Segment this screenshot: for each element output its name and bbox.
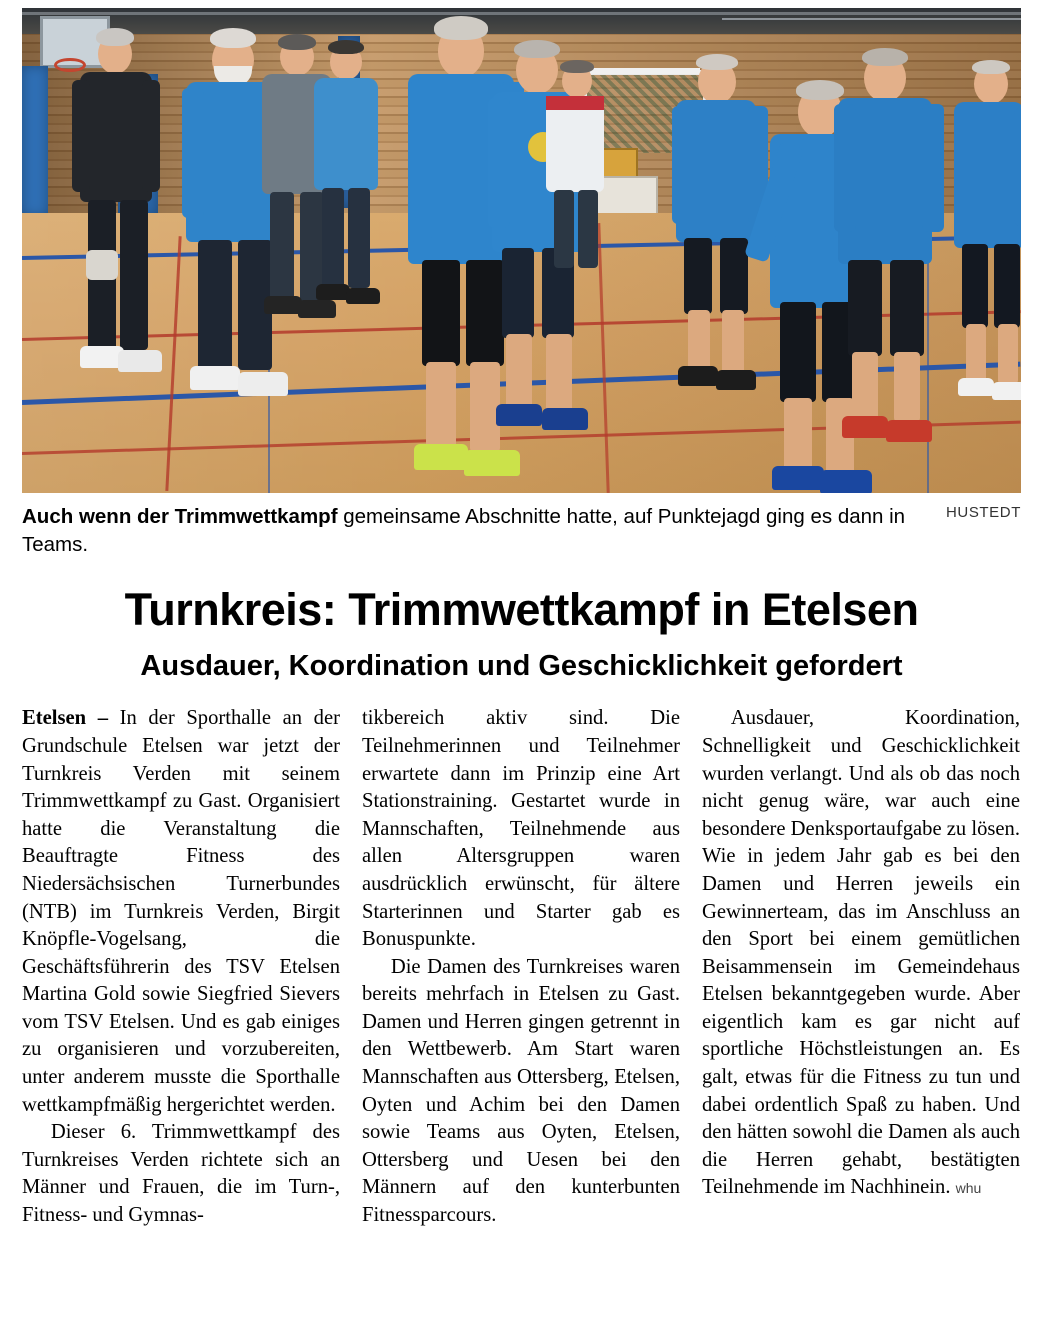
- author-sign: whu: [955, 1180, 982, 1197]
- dateline: Etelsen –: [22, 707, 120, 730]
- ceiling-truss-2: [722, 18, 1021, 20]
- paragraph-text: In der Sporthalle an der Grundschule Etelsen war jetzt der Turnkreis Verden mit seinem Trimmwettkampf zu Gast. Organisiert hatte die Veranstaltung die Beauftragte Fitness des Niedersächsischen Turnerbundes (NTB) im Turnkreis Verden, Birgit Knöpfle-Vogelsang, die Geschäftsführerin des TSV Etelsen Martina Gold sowie Siegfried Sievers vom TSV Etelsen. Und es gab einiges zu organisieren und vorzubereiten, unter anderem musste die Sporthalle wettkampfmäßig hergerichtet werden.: [22, 707, 340, 1116]
- paragraph: Die Damen des Turnkreises waren bereits mehrfach in Etelsen zu Gast. Damen und Herren gingen getrennt in den Wettbewerb. Am Start waren Mannschaften aus Ottersberg, Etelsen, Oyten und Achim bei den Damen sowie Teams aus Oyten, Etelsen, Ottersberg und Uesen bei den Männern auf den kunterbunten Fitnessparcours.: [362, 955, 680, 1227]
- article-photo: [22, 8, 1021, 493]
- article-headline: Turnkreis: Trimmwettkampf in Etelsen: [124, 584, 919, 636]
- person: [542, 60, 612, 290]
- paragraph-text: Ausdauer, Koordination, Schnelligkeit und Geschicklichkeit wurden verlangt. Und als ob das noch nicht genug wäre, war auch eine besondere Denksportaufgabe zu lösen. Wie in jedem Jahr gab es bei den Damen und Herren jeweils ein Gewinnerteam, das im Anschluss an den Sport bei einem gemütlichen Beisammensein im Gemeindehaus Etelsen bekanntgegeben wurde. Aber eigentlich kam es gar nicht auf sportliche Höchstleistungen an. Es galt, etwas für die Fitness zu tun und dabei ordentlich Spaß zu haben. Und den hätten sowohl die Damen als auch die Herren gehabt, bestätigten Teilnehmende im Nachhinein.: [702, 707, 1020, 1199]
- paragraph: Dieser 6. Trimmwettkampf des Turnkreises Verden richtete sich an Männer und Frauen, die im Turn-, Fitness- und Gymnas-: [22, 1121, 340, 1227]
- body-column-3: [702, 705, 1020, 1229]
- article-body: [22, 705, 1021, 1229]
- newspaper-page: [0, 8, 1043, 1340]
- person: [308, 38, 386, 328]
- body-column-2: [362, 705, 680, 1229]
- person: [72, 28, 162, 438]
- person: [834, 48, 944, 448]
- photo-scene: [22, 8, 1021, 493]
- paragraph: [702, 705, 1020, 1202]
- caption-rest: gemeinsame Abschnitte hatte, auf Punktejagd ging es dann in Teams.: [22, 505, 906, 556]
- wall-pad-left: [22, 66, 48, 216]
- paragraph: tikbereich aktiv sind. Die Teilnehmerinnen und Teilnehmer erwartete dann im Prinzip eine Art Stationstraining. Gestartet wurde in Mannschaften, Teilnehmende aus allen Altersgruppen waren ausdrücklich erwünscht, für ältere Starterinnen und Starter gab es Bonuspunkte.: [362, 707, 680, 951]
- photo-credit: HUSTEDT: [945, 504, 1021, 521]
- paragraph: [22, 705, 340, 1119]
- article-subheadline: Ausdauer, Koordination und Geschicklichkeit gefordert: [140, 650, 903, 683]
- person: [952, 60, 1021, 410]
- ceiling-truss: [22, 12, 1021, 15]
- photo-caption: [22, 503, 1021, 558]
- caption-lead: Auch wenn der Trimmwettkampf: [22, 505, 338, 528]
- body-column-1: [22, 705, 340, 1229]
